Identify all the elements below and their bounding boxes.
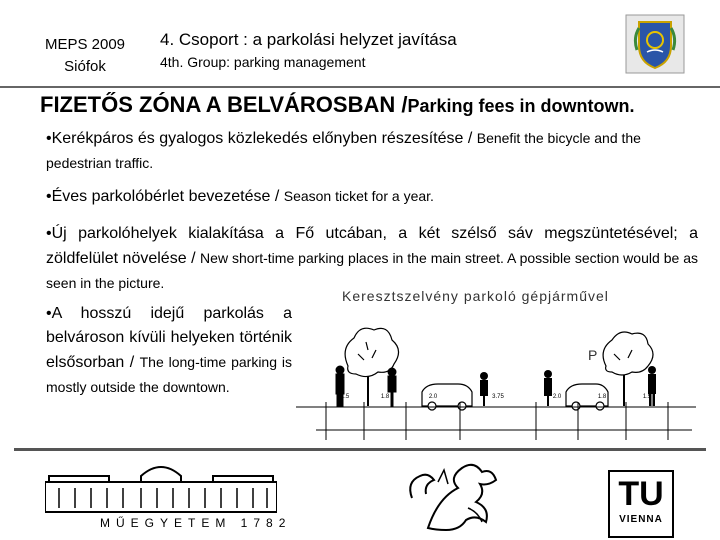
cyclist-left (388, 368, 396, 406)
group-title-en: 4th. Group: parking management (160, 54, 366, 70)
sketch-title: Keresztszelvény parkoló gépjárművel (342, 288, 609, 304)
main-title-en: Parking fees in downtown. (407, 96, 635, 116)
dimension-label: 1.5 (642, 394, 652, 400)
main-title (40, 92, 635, 118)
main-title-hu: FIZETŐS ZÓNA A BELVÁROSBAN / (40, 92, 408, 117)
dimension-label: 3.75 (492, 394, 504, 400)
footer-divider (14, 448, 706, 451)
siofok-crest-logo (625, 14, 685, 74)
dimension-label: 2.0 (552, 394, 562, 400)
dimension-label: 2.0 (428, 394, 438, 400)
bullet-3-hu: •Új parkolóhelyek kialakítása a Fő utcában, a két szélső sáv megszüntetésével; a zöldfelület növelése / (46, 225, 698, 267)
bullet-4 (46, 302, 292, 400)
bme-caption: MŰEGYETEM 1782 (100, 516, 292, 530)
bullet-4-hu: •A hosszú idejű parkolás a belvároson kívüli helyeken történik elsősorban / (46, 305, 292, 371)
cyclist-center-right (544, 370, 552, 406)
cyclist-center-left (480, 372, 488, 406)
bullet-2-en: Season ticket for a year. (283, 188, 434, 204)
bullet-3-en: New short-time parking places in the main street. A possible section would be as seen in the picture. (46, 250, 698, 291)
bullet-1 (46, 126, 698, 176)
event-location: Siófok (64, 58, 106, 75)
event-name: MEPS 2009 (44, 36, 126, 53)
bullet-2-hu: •Éves parkolóbérlet bevezetése / (46, 188, 284, 205)
czech-technical-lion-logo (398, 458, 518, 536)
tu-logo-text: TU (618, 475, 664, 513)
pedestrian-left (336, 366, 344, 406)
tu-logo-caption: VIENNA (619, 514, 663, 525)
pedestrian-right (648, 366, 656, 406)
bullet-3 (46, 222, 698, 296)
group-title-hu: 4. Csoport : a parkolási helyzet javítása (160, 30, 457, 49)
event-label (28, 34, 142, 78)
dimension-label: 1.8 (597, 394, 607, 400)
bullet-2 (46, 184, 698, 209)
bullet-1-en: Benefit the bicycle and the pedestrian traffic. (46, 130, 641, 171)
tu-vienna-logo (608, 470, 674, 538)
dimension-label: 1.8 (380, 394, 390, 400)
bullet-1-hu: •Kerékpáros és gyalogos közlekedés előnyben részesítése / (46, 130, 477, 147)
header-divider (0, 86, 720, 88)
parking-sign: P (588, 347, 598, 363)
bullet-4-en: The long-time parking is mostly outside the downtown. (46, 354, 292, 395)
street-cross-section (296, 306, 696, 442)
dimension-label: 1.5 (340, 394, 350, 400)
dimension-labels (326, 394, 668, 440)
